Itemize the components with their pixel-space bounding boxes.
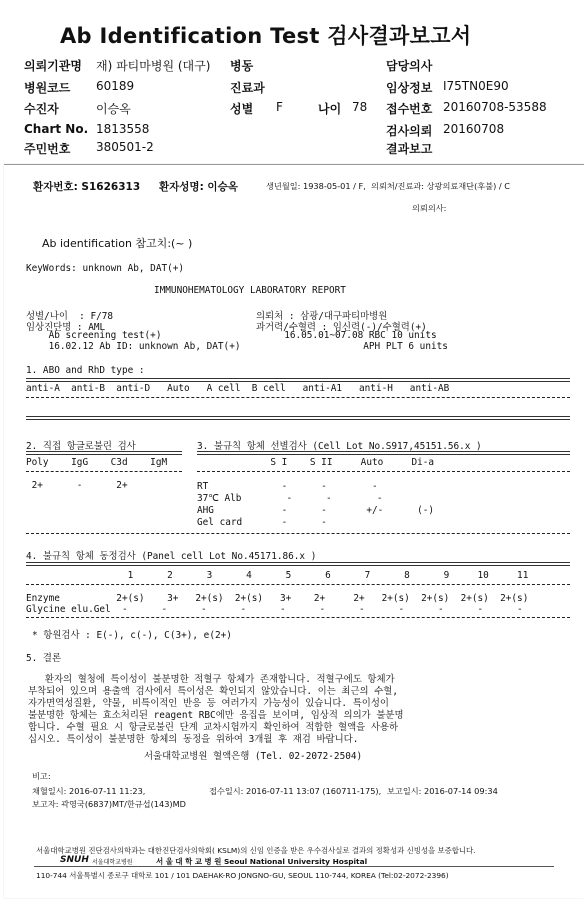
section4-cell-numbers: 1 2 3 4 5 6 7 8 9 10 11 bbox=[26, 570, 529, 581]
label-chart-no: Chart No. bbox=[24, 122, 89, 136]
label-ward: 병동 bbox=[230, 59, 254, 73]
section3-rule-bottom bbox=[26, 533, 570, 534]
conclusion-line-4: 불분명한 항체는 효소처리된 reagent RBC에만 응집을 보이며, 임상적 의의가 불분명 bbox=[28, 710, 404, 721]
reporter: 보고자: 곽영국(6837)MT/한규섭(143)MD bbox=[32, 799, 186, 809]
label-doctor: 담당의사 bbox=[386, 59, 433, 73]
info-rbc: 16.05.01~07.08 RBC 10 units bbox=[256, 330, 437, 341]
value-test-request: 20160708 bbox=[443, 122, 505, 136]
section2-columns: Poly IgG C3d IgM bbox=[26, 457, 168, 468]
hospital-name: 서 울 대 학 교 병 원 Seoul National University Hospital bbox=[156, 857, 368, 866]
section3-row-gel: Gel card - - bbox=[197, 517, 327, 528]
value-patient: 이승옥 bbox=[96, 102, 131, 116]
label-accession: 접수번호 bbox=[386, 102, 433, 116]
label-result-report: 결과보고 bbox=[386, 142, 433, 156]
value-requester-org: 재) 파티마병원 (대구) bbox=[96, 59, 211, 73]
value-resident-no: 380501-2 bbox=[96, 140, 154, 154]
info-requester: 의뢰처 : 삼광/대구파티마병원 bbox=[256, 311, 388, 322]
section4-rule-mid bbox=[26, 584, 570, 585]
report-time: 보고일시: 2016-07-14 09:34 bbox=[387, 786, 498, 796]
conclusion-line-6: 십시오. 특이성이 불분명한 항체의 동정을 위하여 3개월 후 재검 바랍니다. bbox=[28, 734, 359, 745]
label-clinical-info: 임상정보 bbox=[386, 81, 433, 95]
blood-bank-signature: 서울대학교병원 혈액은행 (Tel. 02-2072-2504) bbox=[144, 751, 363, 762]
section3-columns: S I S II Auto Di-a bbox=[197, 457, 435, 468]
section1-title: 1. ABO and RhD type : bbox=[26, 365, 145, 376]
snuh-logo: SNUH bbox=[60, 855, 89, 865]
value-chart-no: 1813558 bbox=[96, 122, 150, 136]
section3-rule-top bbox=[197, 451, 570, 455]
section3-row-alb: 37℃ Alb - - - bbox=[197, 493, 383, 504]
section4-rule-bottom bbox=[26, 617, 570, 618]
antigen-test-note: * 항원검사 : E(-), c(-), C(3+), e(2+) bbox=[32, 630, 232, 641]
label-age: 나이 bbox=[318, 102, 342, 116]
conclusion-line-1: 환자의 혈청에 특이성이 불분명한 적혈구 항체가 존재합니다. 적혈구에도 항체가 bbox=[28, 674, 395, 685]
requesting-doctor: 의뢰의사: bbox=[412, 203, 447, 213]
patient-meta: 생년월일: 1938-05-01 / F, 의뢰처/진료과: 상광의료재단(후불) / C bbox=[266, 181, 510, 191]
accreditation-note: 서울대학교병원 진단검사의학과는 대한진단검사의학회( KSLM)의 신임 인증을 받은 우수검사실로 결과의 정확성과 신빙성을 보증합니다. bbox=[36, 846, 476, 855]
scanned-report bbox=[4, 164, 584, 898]
info-diagnosis: 임상진단명 : AML bbox=[26, 322, 106, 333]
value-age: 78 bbox=[352, 100, 368, 114]
section2-values: 2+ - 2+ bbox=[26, 480, 128, 491]
value-sex: F bbox=[276, 100, 283, 114]
info-sex-age: 성별/나이 : F/78 bbox=[26, 311, 114, 322]
section4-rule-top bbox=[26, 562, 570, 566]
label-hospital-code: 병원코드 bbox=[24, 81, 71, 95]
label-test-request: 검사의뢰 bbox=[386, 124, 433, 138]
patient-name: 환자성명: 이승옥 bbox=[159, 181, 238, 193]
info-ab-id-history: 16.02.12 Ab ID: unknown Ab, DAT(+) bbox=[26, 341, 241, 352]
footer-rule bbox=[34, 866, 554, 867]
section4-glycine-row: Glycine elu.Gel - - - - - - - - - - - bbox=[26, 604, 523, 615]
conclusion-line-5: 합니다. 수혈 필요 시 항글로불린 단계 교차시험까지 확인하여 적합한 혈액을 사용하 bbox=[28, 722, 399, 733]
value-accession: 20160708-53588 bbox=[443, 100, 547, 114]
remarks-label: 비고: bbox=[32, 771, 51, 781]
section3-rule-mid bbox=[197, 471, 570, 472]
section4-title: 4. 불규칙 항체 동정검사 (Panel cell Lot No.45171.86.x ) bbox=[26, 551, 317, 562]
hospital-address: 110-744 서울특별시 종로구 대학로 101 / 101 DAEHAK-RO JONGNO-GU, SEOUL 110-744, KOREA (Tel:02-2072-2396) bbox=[36, 871, 449, 880]
keywords: KeyWords: unknown Ab, DAT(+) bbox=[26, 263, 185, 274]
snuh-logo-sub: 서울대학교병원 bbox=[92, 859, 133, 866]
collection-time: 채혈일시: 2016-07-11 11:23, bbox=[32, 786, 146, 796]
section3-row-rt: RT - - - bbox=[197, 481, 378, 492]
section2-rule-mid bbox=[26, 471, 182, 472]
lab-report-title: IMMUNOHEMATOLOGY LABORATORY REPORT bbox=[154, 285, 346, 296]
receipt-time: 접수일시: 2016-07-11 13:07 (160711-175), bbox=[209, 786, 382, 796]
page-title: Ab Identification Test 검사결과보고서 bbox=[60, 24, 472, 48]
label-requester-org: 의뢰기관명 bbox=[24, 59, 82, 73]
section1-rule-bottom bbox=[26, 416, 570, 420]
section2-title: 2. 직접 항글로불린 검사 bbox=[26, 441, 136, 452]
section5-title: 5. 결론 bbox=[26, 653, 62, 664]
section4-enzyme-row: Enzyme 2+(s) 3+ 2+(s) 2+(s) 3+ 2+ 2+ 2+(s) 2+(s) 2+(s) 2+(s) bbox=[26, 593, 529, 604]
section1-rule-top bbox=[26, 378, 570, 382]
section2-rule-top bbox=[26, 451, 182, 455]
info-ab-screen: Ab screening test(+) bbox=[26, 330, 162, 341]
value-clinical-info: I75TN0E90 bbox=[443, 79, 509, 93]
value-hospital-code: 60189 bbox=[96, 79, 135, 93]
info-plt: APH PLT 6 units bbox=[256, 341, 448, 352]
reference-title: Ab identification 참고치:(~ ) bbox=[42, 237, 193, 250]
conclusion-line-3: 자가면역성질환, 약물, 비특이적인 반응 등 여러가지 가능성이 있습니다. 특이성이 bbox=[28, 698, 389, 709]
label-resident-no: 주민번호 bbox=[24, 142, 71, 156]
section1-columns: anti-A anti-B anti-D Auto A cell B cell anti-A1 anti-H anti-AB bbox=[26, 383, 450, 394]
patient-number: 환자번호: S1626313 bbox=[33, 181, 141, 193]
label-patient: 수진자 bbox=[24, 102, 59, 116]
conclusion-line-2: 부착되어 있으며 용출액 검사에서 특이성은 확인되지 않았습니다. 이는 최근의 수혈, bbox=[28, 686, 399, 697]
section3-title: 3. 불규칙 항체 선별검사 (Cell Lot No.S917,45151.56.x ) bbox=[197, 441, 482, 452]
label-department: 진료과 bbox=[230, 81, 265, 95]
info-history: 과거력/수혈력 : 임신력(-)/수혈력(+) bbox=[256, 322, 427, 333]
label-sex: 성별 bbox=[230, 102, 254, 116]
section1-rule-mid bbox=[26, 397, 570, 398]
section3-row-ahg: AHG - - +/- (-) bbox=[197, 505, 435, 516]
